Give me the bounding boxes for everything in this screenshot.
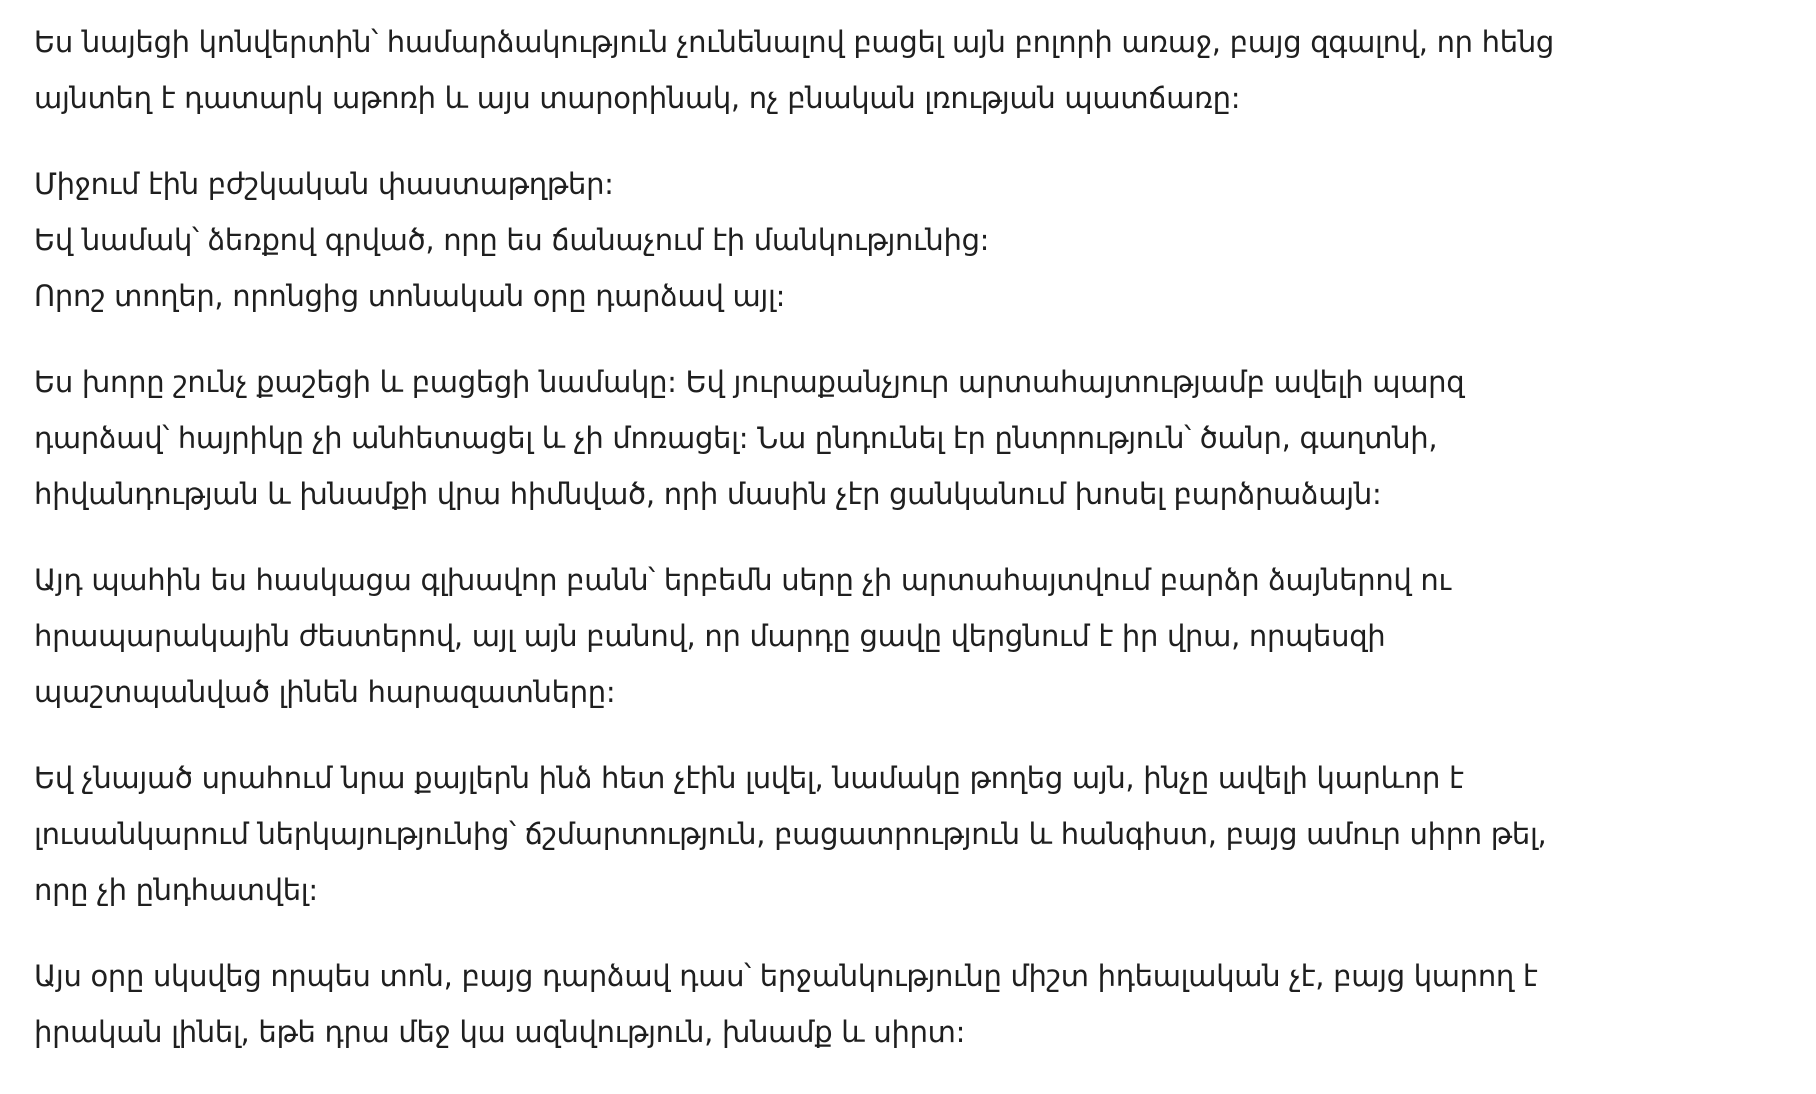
text-line: Ես նայեցի կոնվերտին՝ համարձակություն չունենալով բացել այն բոլորի առաջ, բայց զգալով, որ հենց <box>34 25 1554 59</box>
paragraph-5 <box>34 750 1594 918</box>
paragraph-6 <box>34 948 1594 1060</box>
text-line: հիվանդության և խնամքի վրա հիմնված, որի մասին չէր ցանկանում խոսել բարձրաձայն: <box>34 477 1382 511</box>
text-line: Ես խորը շունչ քաշեցի և բացեցի նամակը: Եվ յուրաքանչյուր արտահայտությամբ ավելի պարզ <box>34 365 1465 399</box>
text-line: հրապարակային ժեստերով, այլ այն բանով, որ մարդը ցավը վերցնում է իր վրա, որպեսզի <box>34 619 1386 653</box>
text-line: դարձավ՝ հայրիկը չի անհետացել և չի մոռացել: Նա ընդունել էր ընտրություն՝ ծանր, գաղտնի, <box>34 421 1438 455</box>
text-line: Այս օրը սկսվեց որպես տոն, բայց դարձավ դաս՝ երջանկությունը միշտ իդեալական չէ, բայց կարող է <box>34 959 1538 993</box>
text-line: իրական լինել, եթե դրա մեջ կա ազնվություն, խնամք և սիրտ: <box>34 1015 966 1049</box>
paragraph-4 <box>34 552 1594 720</box>
article-body <box>34 14 1594 1090</box>
text-line: պաշտպանված լինեն հարազատները: <box>34 675 616 709</box>
text-line: Եվ նամակ՝ ձեռքով գրված, որը ես ճանաչում էի մանկությունից: <box>34 223 990 257</box>
text-line: որը չի ընդհատվել: <box>34 873 318 907</box>
text-line: Այդ պահին ես հասկացա գլխավոր բանն՝ երբեմն սերը չի արտահայտվում բարձր ձայներով ու <box>34 563 1451 597</box>
text-line: Միջում էին բժշկական փաստաթղթեր: <box>34 167 614 201</box>
paragraph-2 <box>34 156 1594 324</box>
text-line: լուսանկարում ներկայությունից՝ ճշմարտություն, բացատրություն և հանգիստ, բայց ամուր սիրո թել, <box>34 817 1547 851</box>
text-line: այնտեղ է դատարկ աթոռի և այս տարօրինակ, ոչ բնական լռության պատճառը: <box>34 81 1241 115</box>
text-line: Եվ չնայած սրահում նրա քայլերն ինձ հետ չէին լսվել, նամակը թողեց այն, ինչը ավելի կարևոր է <box>34 761 1464 795</box>
paragraph-1 <box>34 14 1594 126</box>
text-line: Որոշ տողեր, որոնցից տոնական օրը դարձավ այլ: <box>34 279 786 313</box>
paragraph-3 <box>34 354 1594 522</box>
